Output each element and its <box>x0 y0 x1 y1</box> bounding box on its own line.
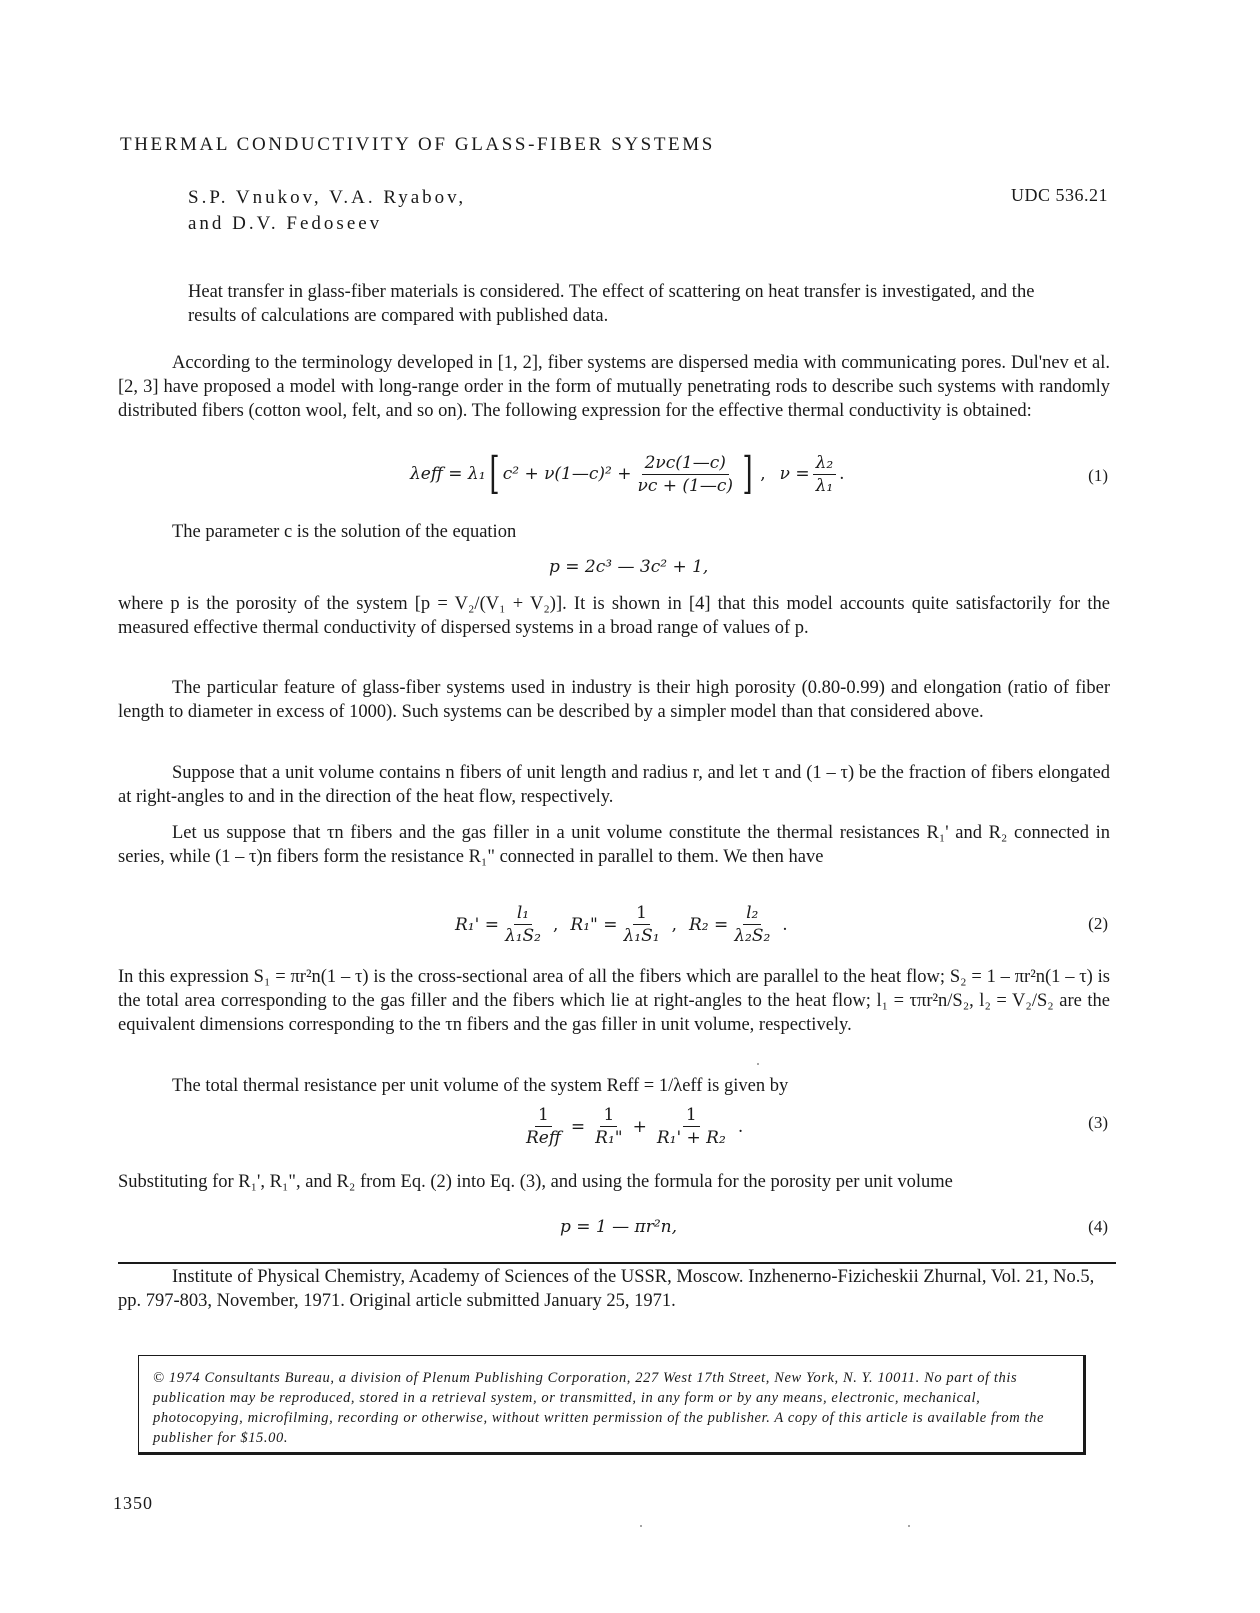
paragraph-6 <box>118 821 1110 869</box>
equation-3-number: (3) <box>1088 1113 1108 1132</box>
eq2-r1-prime-num: l₁ <box>514 903 532 925</box>
eq2-r1-double-prime-fraction <box>621 903 663 946</box>
paragraph-4 <box>118 676 1110 724</box>
page-number: 1350 <box>113 1493 153 1513</box>
eq1-nu-fraction <box>813 453 837 496</box>
paragraph-5 <box>118 761 1110 809</box>
eq2-r2: R₂ = <box>688 914 729 935</box>
eq3-lhs-den: Reff <box>526 1128 561 1148</box>
eq2-r2-den: λ₂S₂ <box>734 926 771 946</box>
footnote <box>118 1265 1108 1313</box>
eq3-lhs-num: 1 <box>535 1105 552 1127</box>
eq3-rhs-num: 1 <box>683 1105 700 1127</box>
paragraph-5-text: Suppose that a unit volume contains n fibers of unit length and radius r, and let τ and (1 – τ) be the fraction of fibers elongated at right-angles to and in the direction of the heat flow, respectively. <box>118 763 1110 807</box>
eq1-fraction <box>635 453 737 496</box>
paragraph-2-text: The parameter c is the solution of the equation <box>172 522 517 542</box>
abstract: Heat transfer in glass-fiber materials is considered. The effect of scattering on heat transfer is investigated, and the results of calculations are compared with published data. <box>188 282 1035 326</box>
eq2-r1-double-prime-den: λ₁S₁ <box>623 926 660 946</box>
author-list <box>188 185 466 237</box>
paragraph-6-text: Let us suppose that τn fibers and the gas filler in a unit volume constitute the thermal resistances R₁' and R₂ connected in series, while (1 – τ)n fibers form the resistance R₁" connected in parallel to them. We then have <box>118 823 1110 867</box>
eq1-nu: ν = <box>779 464 810 484</box>
eq3-rhs-fraction <box>654 1105 729 1148</box>
scan-speck <box>757 1063 759 1065</box>
eq2-r1-double-prime-num: 1 <box>633 903 650 925</box>
eq3-lhs-fraction <box>523 1105 564 1148</box>
paragraph-8 <box>118 1074 1110 1098</box>
eq2-r2-num: l₂ <box>743 903 761 925</box>
paragraph-4-text: The particular feature of glass-fiber systems used in industry is their high porosity (0.80-0.99) and elongation (ratio of fiber length to diameter in excess of 1000). Such systems can be described by a simpler model than that considered above. <box>118 678 1110 722</box>
eq1-right-bracket: ] <box>742 448 753 499</box>
scan-speck <box>640 1525 642 1527</box>
equation-3: $\frac{1}{\text{Reff}}$ = $\frac{1}{\text{R₁"}}$ + $\frac{1}{\text{R₁' + R₂}}$ . <box>520 1105 743 1148</box>
paragraph-7: In this expression S₁ = πr²n(1 – τ) is the cross-sectional area of all the fibers which are parallel to the heat flow; S₂ = 1 – πr²n(1 – τ) is the total area corresponding to the gas filler and the fibers which lie at right-angles to the heat flow; l₁ = τπr²n/S₂, l₂ = V₂/S₂ are the equivalent dimensions corresponding to the τn fibers and the gas filler in unit volume, respectively. <box>118 967 1110 1035</box>
equation-2: R₁' = $\frac{\text{l₁}}{\text{λ₁S₂}}$ , R₁" = $\frac{1}{\text{λ₁S₁}}$ , R₂ = $\frac{\text{l₂}}{\text{λ₂S₂}}$ . <box>455 903 788 946</box>
eq1-nu-numerator: λ₂ <box>813 453 837 475</box>
authors-line-2: and D.V. Fedoseev <box>188 213 383 234</box>
eq1-frac-denominator: νc + (1—c) <box>637 475 734 496</box>
equation-4 <box>560 1217 677 1237</box>
eq2-r1-prime-den: λ₁S₂ <box>504 926 541 946</box>
eq1-terms: c² + ν(1—c)² + <box>502 464 632 484</box>
paragraph-3: where p is the porosity of the system [p = V₂/(V₁ + V₂)]. It is shown in [4] that this model accounts quite satisfactorily for the measured effective thermal conductivity of dispersed systems in a broad range of values of p. <box>118 594 1110 638</box>
eq1-left-bracket: [ <box>488 448 500 499</box>
eq2-r2-fraction <box>731 903 773 946</box>
eq3-rhs-den: R₁' + R₂ <box>656 1128 726 1148</box>
paragraph-2 <box>118 520 1110 544</box>
eq1-lhs: λeff = λ₁ <box>410 464 486 484</box>
copyright-text: © 1974 Consultants Bureau, a division of Plenum Publishing Corporation, 227 West 17th Street, New York, N. Y. 10011. No part of this publication may be reproduced, stored in a retrieval system, or transmitted, in any form or by any means, electronic, mechanical, photocopying, microfilming, recording or otherwise, without written permission of the publisher. A copy of this article is available from the publisher for $15.00. <box>153 1370 1045 1446</box>
equation-1-number: (1) <box>1088 466 1108 485</box>
article-title: THERMAL CONDUCTIVITY OF GLASS-FIBER SYSTEMS <box>120 134 715 155</box>
footnote-text: Institute of Physical Chemistry, Academy of Sciences of the USSR, Moscow. Inzhenerno-Fizicheskii Zhurnal, Vol. 21, No.5, pp. 797-803, November, 1971. Original article submitted January 25, 1971. <box>118 1267 1095 1311</box>
footnote-rule <box>118 1262 1116 1264</box>
paragraph-8-text: The total thermal resistance per unit volume of the system Reff = 1/λeff is given by <box>172 1076 789 1096</box>
eq1-frac-numerator: 2νc(1—c) <box>642 453 729 475</box>
paragraph-1-text: According to the terminology developed in [1, 2], fiber systems are dispersed media with communicating pores. Dul'nev et al. [2, 3] have proposed a model with long-range order in the form of mutually penetrating rods to describe such systems with randomly distributed fibers (cotton wool, felt, and so on). The following expression for the effective thermal conductivity is obtained: <box>118 353 1110 421</box>
copyright-box <box>138 1355 1086 1455</box>
equation-2-number: (2) <box>1088 914 1108 933</box>
eq2-r1-prime-fraction <box>502 903 544 946</box>
scan-speck <box>908 1525 910 1527</box>
eq4-text: p = 1 — πr²n, <box>560 1217 678 1237</box>
authors-line-1: S.P. Vnukov, V.A. Ryabov, <box>188 187 467 208</box>
eq3-mid-den: R₁" <box>595 1128 623 1148</box>
eq2-r1-prime: R₁' = <box>455 914 499 935</box>
paragraph-1 <box>118 351 1110 423</box>
eq3-mid-fraction <box>592 1105 625 1148</box>
paragraph-9: Substituting for R₁', R₁", and R₂ from Eq. (2) into Eq. (3), and using the formula for the porosity per unit volume <box>118 1172 953 1192</box>
eq-c-text: p = 2c³ — 3c² + 1, <box>549 557 709 577</box>
equation-1: λeff = λ₁ [ c² + ν(1—c)² + $\frac{2\nu c(1—c)}{\nu c + (1—c)}$ ] , ν = $\frac{\text{λ₂}}{\text{λ₁}}$ . <box>410 448 845 499</box>
eq2-r1-double-prime: R₁" = <box>570 914 618 935</box>
eq3-mid-num: 1 <box>600 1105 617 1127</box>
eq1-nu-denominator: λ₁ <box>815 475 834 496</box>
udc-code: UDC 536.21 <box>1010 185 1108 205</box>
equation-c <box>549 557 708 577</box>
equation-4-number: (4) <box>1088 1217 1108 1236</box>
